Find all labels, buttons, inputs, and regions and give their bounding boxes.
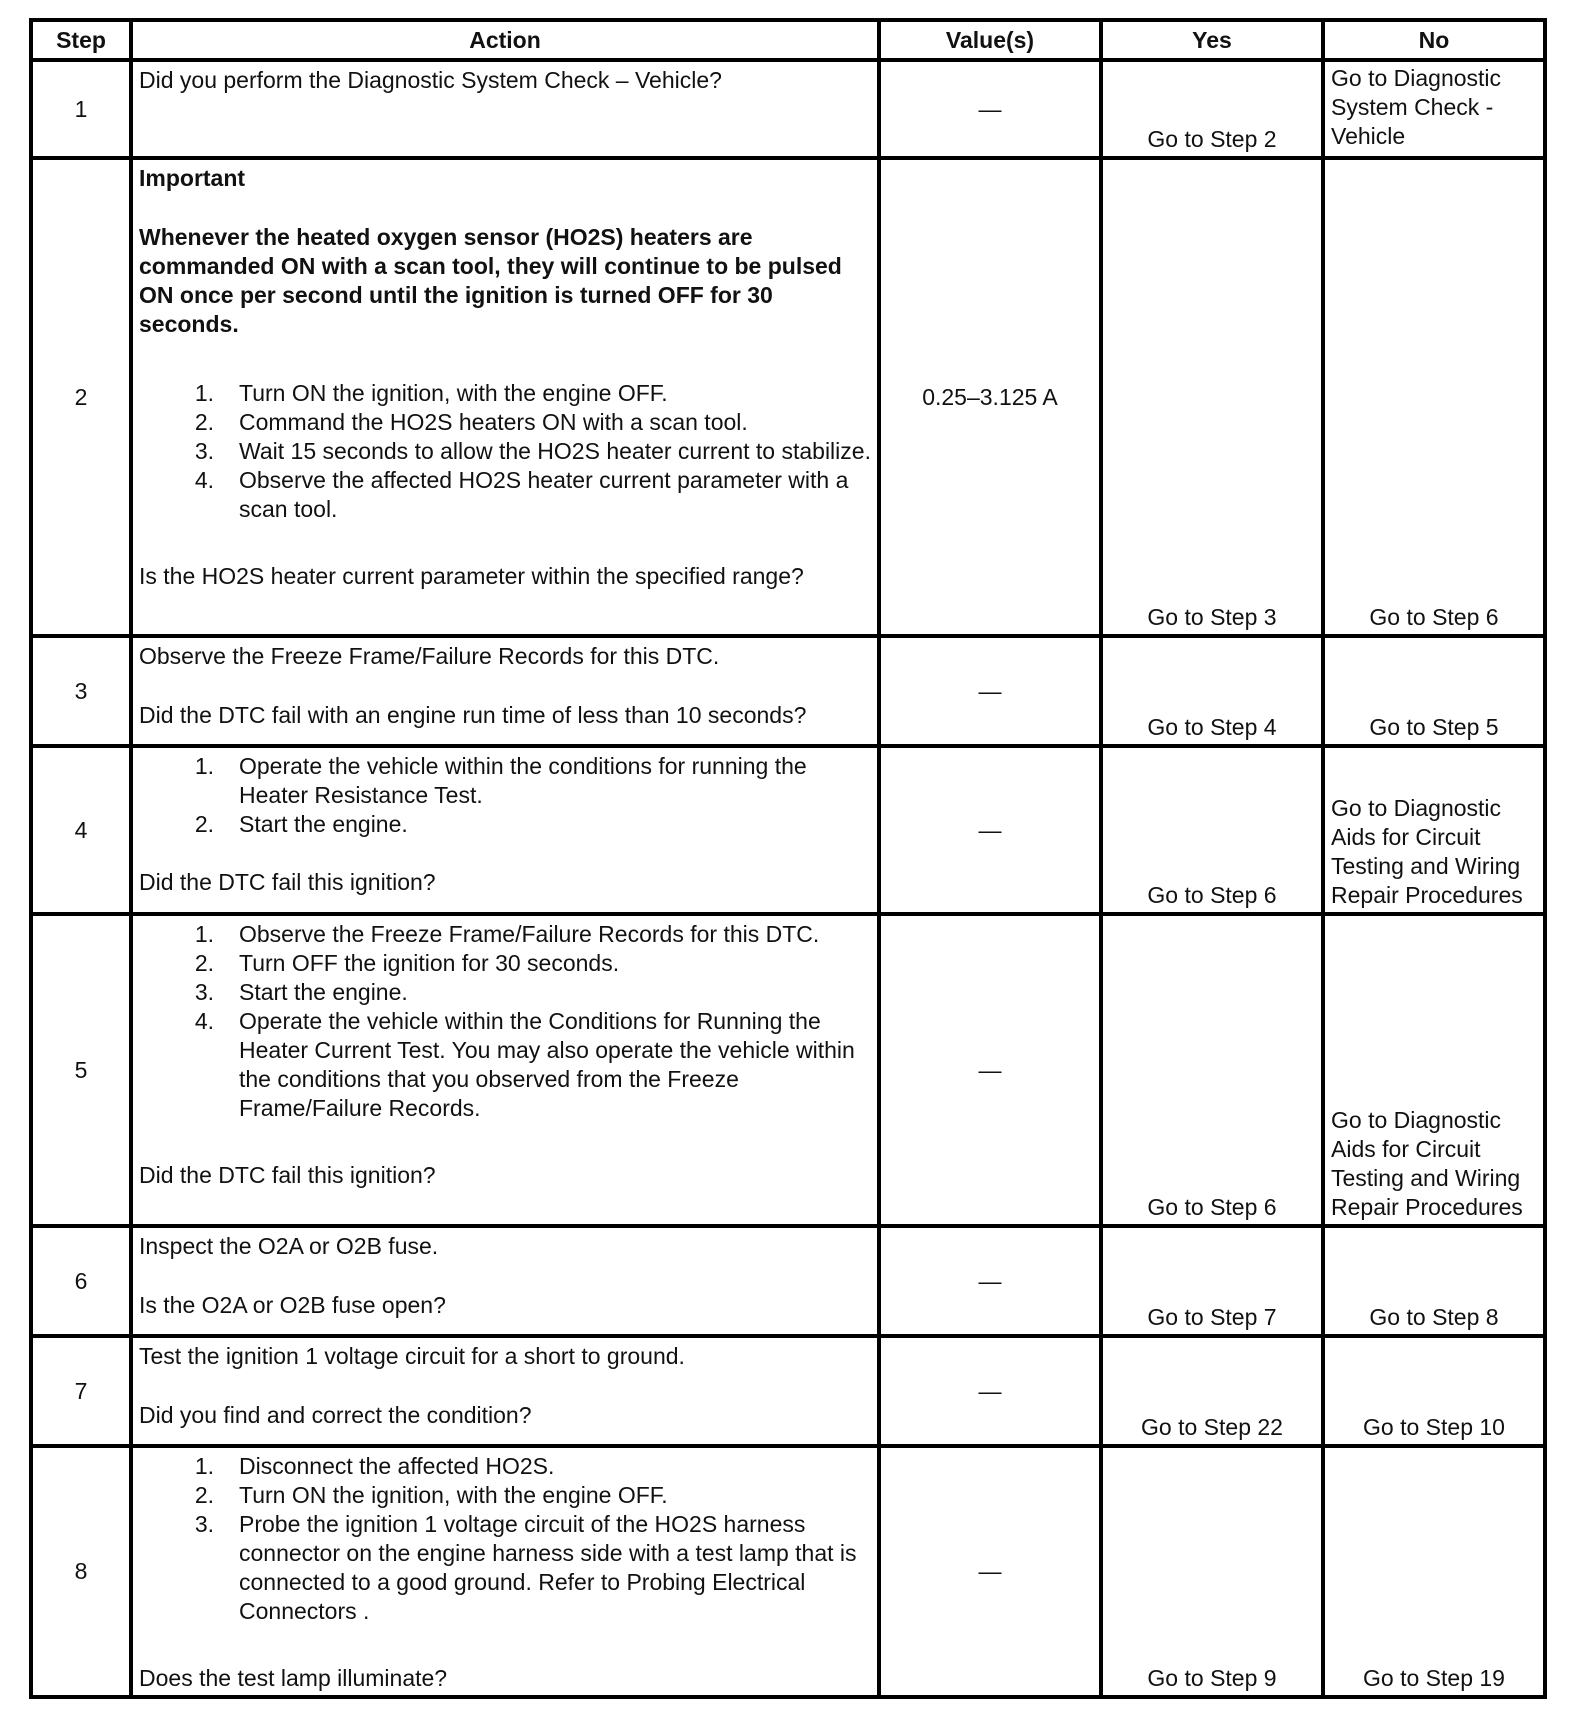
list-item (139, 437, 871, 466)
no-cell: Go to Step 19 (1323, 1446, 1545, 1697)
no-cell: Go to Diagnostic Aids for Circuit Testing and Wiring Repair Procedures (1323, 746, 1545, 914)
procedure-list (139, 920, 871, 1123)
step-number: 5 (31, 914, 131, 1226)
list-number: 3. (194, 438, 214, 464)
list-text: Turn OFF the ignition for 30 seconds. (239, 950, 620, 976)
question-text: Did the DTC fail this ignition? (139, 1162, 436, 1188)
question-text: Is the O2A or O2B fuse open? (139, 1292, 446, 1318)
list-item (139, 1007, 871, 1123)
list-number: 4. (194, 467, 214, 493)
list-item (139, 1481, 871, 1510)
list-number: 2. (194, 811, 214, 837)
action-text: Observe the Freeze Frame/Failure Records for this DTC. (139, 643, 720, 669)
list-item (139, 810, 871, 839)
important-title: Important (139, 165, 246, 191)
list-text: Observe the affected HO2S heater current parameter with a scan tool. (239, 467, 849, 522)
header-no: No (1323, 20, 1545, 60)
action-cell (131, 1446, 879, 1697)
list-item (139, 949, 871, 978)
header-yes: Yes (1101, 20, 1323, 60)
header-step: Step (31, 20, 131, 60)
step-number: 8 (31, 1446, 131, 1697)
action-cell (131, 1336, 879, 1446)
value-cell: — (879, 1446, 1101, 1697)
header-action: Action (131, 20, 879, 60)
list-number: 1. (194, 380, 214, 406)
step-number: 4 (31, 746, 131, 914)
list-text: Operate the vehicle within the Conditions for Running the Heater Current Test. You may also operate the vehicle within the conditions that you observed from the Freeze Frame/Failure Records. (239, 1008, 855, 1121)
list-text: Operate the vehicle within the conditions for running the Heater Resistance Test. (239, 753, 807, 808)
list-text: Wait 15 seconds to allow the HO2S heater current to stabilize. (239, 438, 871, 464)
yes-cell: Go to Step 7 (1101, 1226, 1323, 1336)
yes-cell: Go to Step 9 (1101, 1446, 1323, 1697)
step-number: 7 (31, 1336, 131, 1446)
action-text: Inspect the O2A or O2B fuse. (139, 1233, 439, 1259)
table-row (31, 914, 1545, 1226)
value-cell: — (879, 1226, 1101, 1336)
procedure-list (139, 752, 871, 839)
action-text: Test the ignition 1 voltage circuit for a short to ground. (139, 1343, 685, 1369)
list-item (139, 1452, 871, 1481)
table-row (31, 1226, 1545, 1336)
no-cell: Go to Step 8 (1323, 1226, 1545, 1336)
no-cell: Go to Step 5 (1323, 636, 1545, 746)
action-cell (131, 158, 879, 636)
list-number: 1. (194, 753, 214, 779)
question-text: Did you find and correct the condition? (139, 1402, 532, 1428)
list-text: Start the engine. (239, 811, 408, 837)
yes-cell: Go to Step 3 (1101, 158, 1323, 636)
list-number: 1. (194, 921, 214, 947)
procedure-list (139, 1452, 871, 1626)
yes-cell: Go to Step 4 (1101, 636, 1323, 746)
list-text: Observe the Freeze Frame/Failure Records for this DTC. (239, 921, 820, 947)
list-number: 1. (194, 1453, 214, 1479)
list-number: 3. (194, 979, 214, 1005)
question-text: Is the HO2S heater current parameter within the specified range? (139, 563, 804, 589)
action-cell (131, 914, 879, 1226)
no-cell: Go to Diagnostic Aids for Circuit Testing and Wiring Repair Procedures (1323, 914, 1545, 1226)
list-item (139, 752, 871, 810)
step-number: 3 (31, 636, 131, 746)
yes-cell: Go to Step 6 (1101, 746, 1323, 914)
action-text: Did you perform the Diagnostic System Check – Vehicle? (139, 67, 722, 93)
list-text: Turn ON the ignition, with the engine OFF. (239, 380, 668, 406)
list-item (139, 978, 871, 1007)
list-text: Disconnect the affected HO2S. (239, 1453, 555, 1479)
yes-cell: Go to Step 2 (1101, 60, 1323, 158)
table-row (31, 636, 1545, 746)
value-cell: — (879, 914, 1101, 1226)
question-text: Did the DTC fail with an engine run time of less than 10 seconds? (139, 702, 807, 728)
list-item (139, 920, 871, 949)
value-cell: — (879, 1336, 1101, 1446)
value-cell: — (879, 60, 1101, 158)
step-number: 2 (31, 158, 131, 636)
table-row (31, 1336, 1545, 1446)
no-cell: Go to Step 6 (1323, 158, 1545, 636)
action-cell (131, 636, 879, 746)
action-cell (131, 746, 879, 914)
value-cell: — (879, 746, 1101, 914)
no-cell: Go to Diagnostic System Check - Vehicle (1323, 60, 1545, 158)
header-values: Value(s) (879, 20, 1101, 60)
list-number: 3. (194, 1511, 214, 1537)
list-item (139, 1510, 871, 1626)
table-header-row (31, 20, 1545, 60)
list-text: Command the HO2S heaters ON with a scan tool. (239, 409, 748, 435)
question-text: Did the DTC fail this ignition? (139, 869, 436, 895)
table-row (31, 746, 1545, 914)
table-row (31, 60, 1545, 158)
table-row (31, 158, 1545, 636)
value-cell: 0.25–3.125 A (879, 158, 1101, 636)
list-number: 2. (194, 950, 214, 976)
no-cell: Go to Step 10 (1323, 1336, 1545, 1446)
table-row (31, 1446, 1545, 1697)
list-number: 2. (194, 409, 214, 435)
step-number: 1 (31, 60, 131, 158)
list-item (139, 408, 871, 437)
list-number: 2. (194, 1482, 214, 1508)
list-item (139, 379, 871, 408)
diagnostic-table (29, 18, 1547, 1699)
list-text: Turn ON the ignition, with the engine OFF. (239, 1482, 668, 1508)
procedure-list (139, 379, 871, 524)
list-item (139, 466, 871, 524)
question-text: Does the test lamp illuminate? (139, 1665, 448, 1691)
action-cell (131, 60, 879, 158)
step-number: 6 (31, 1226, 131, 1336)
yes-cell: Go to Step 6 (1101, 914, 1323, 1226)
list-number: 4. (194, 1008, 214, 1034)
list-text: Probe the ignition 1 voltage circuit of the HO2S harness connector on the engine harness side with a test lamp that is connected to a good ground. Refer to Probing Electrical Connectors . (239, 1511, 857, 1624)
list-text: Start the engine. (239, 979, 408, 1005)
important-note: Whenever the heated oxygen sensor (HO2S) heaters are commanded ON with a scan tool, they will continue to be pulsed ON once per second until the ignition is turned OFF for 30 seconds. (139, 224, 842, 337)
yes-cell: Go to Step 22 (1101, 1336, 1323, 1446)
action-cell (131, 1226, 879, 1336)
value-cell: — (879, 636, 1101, 746)
